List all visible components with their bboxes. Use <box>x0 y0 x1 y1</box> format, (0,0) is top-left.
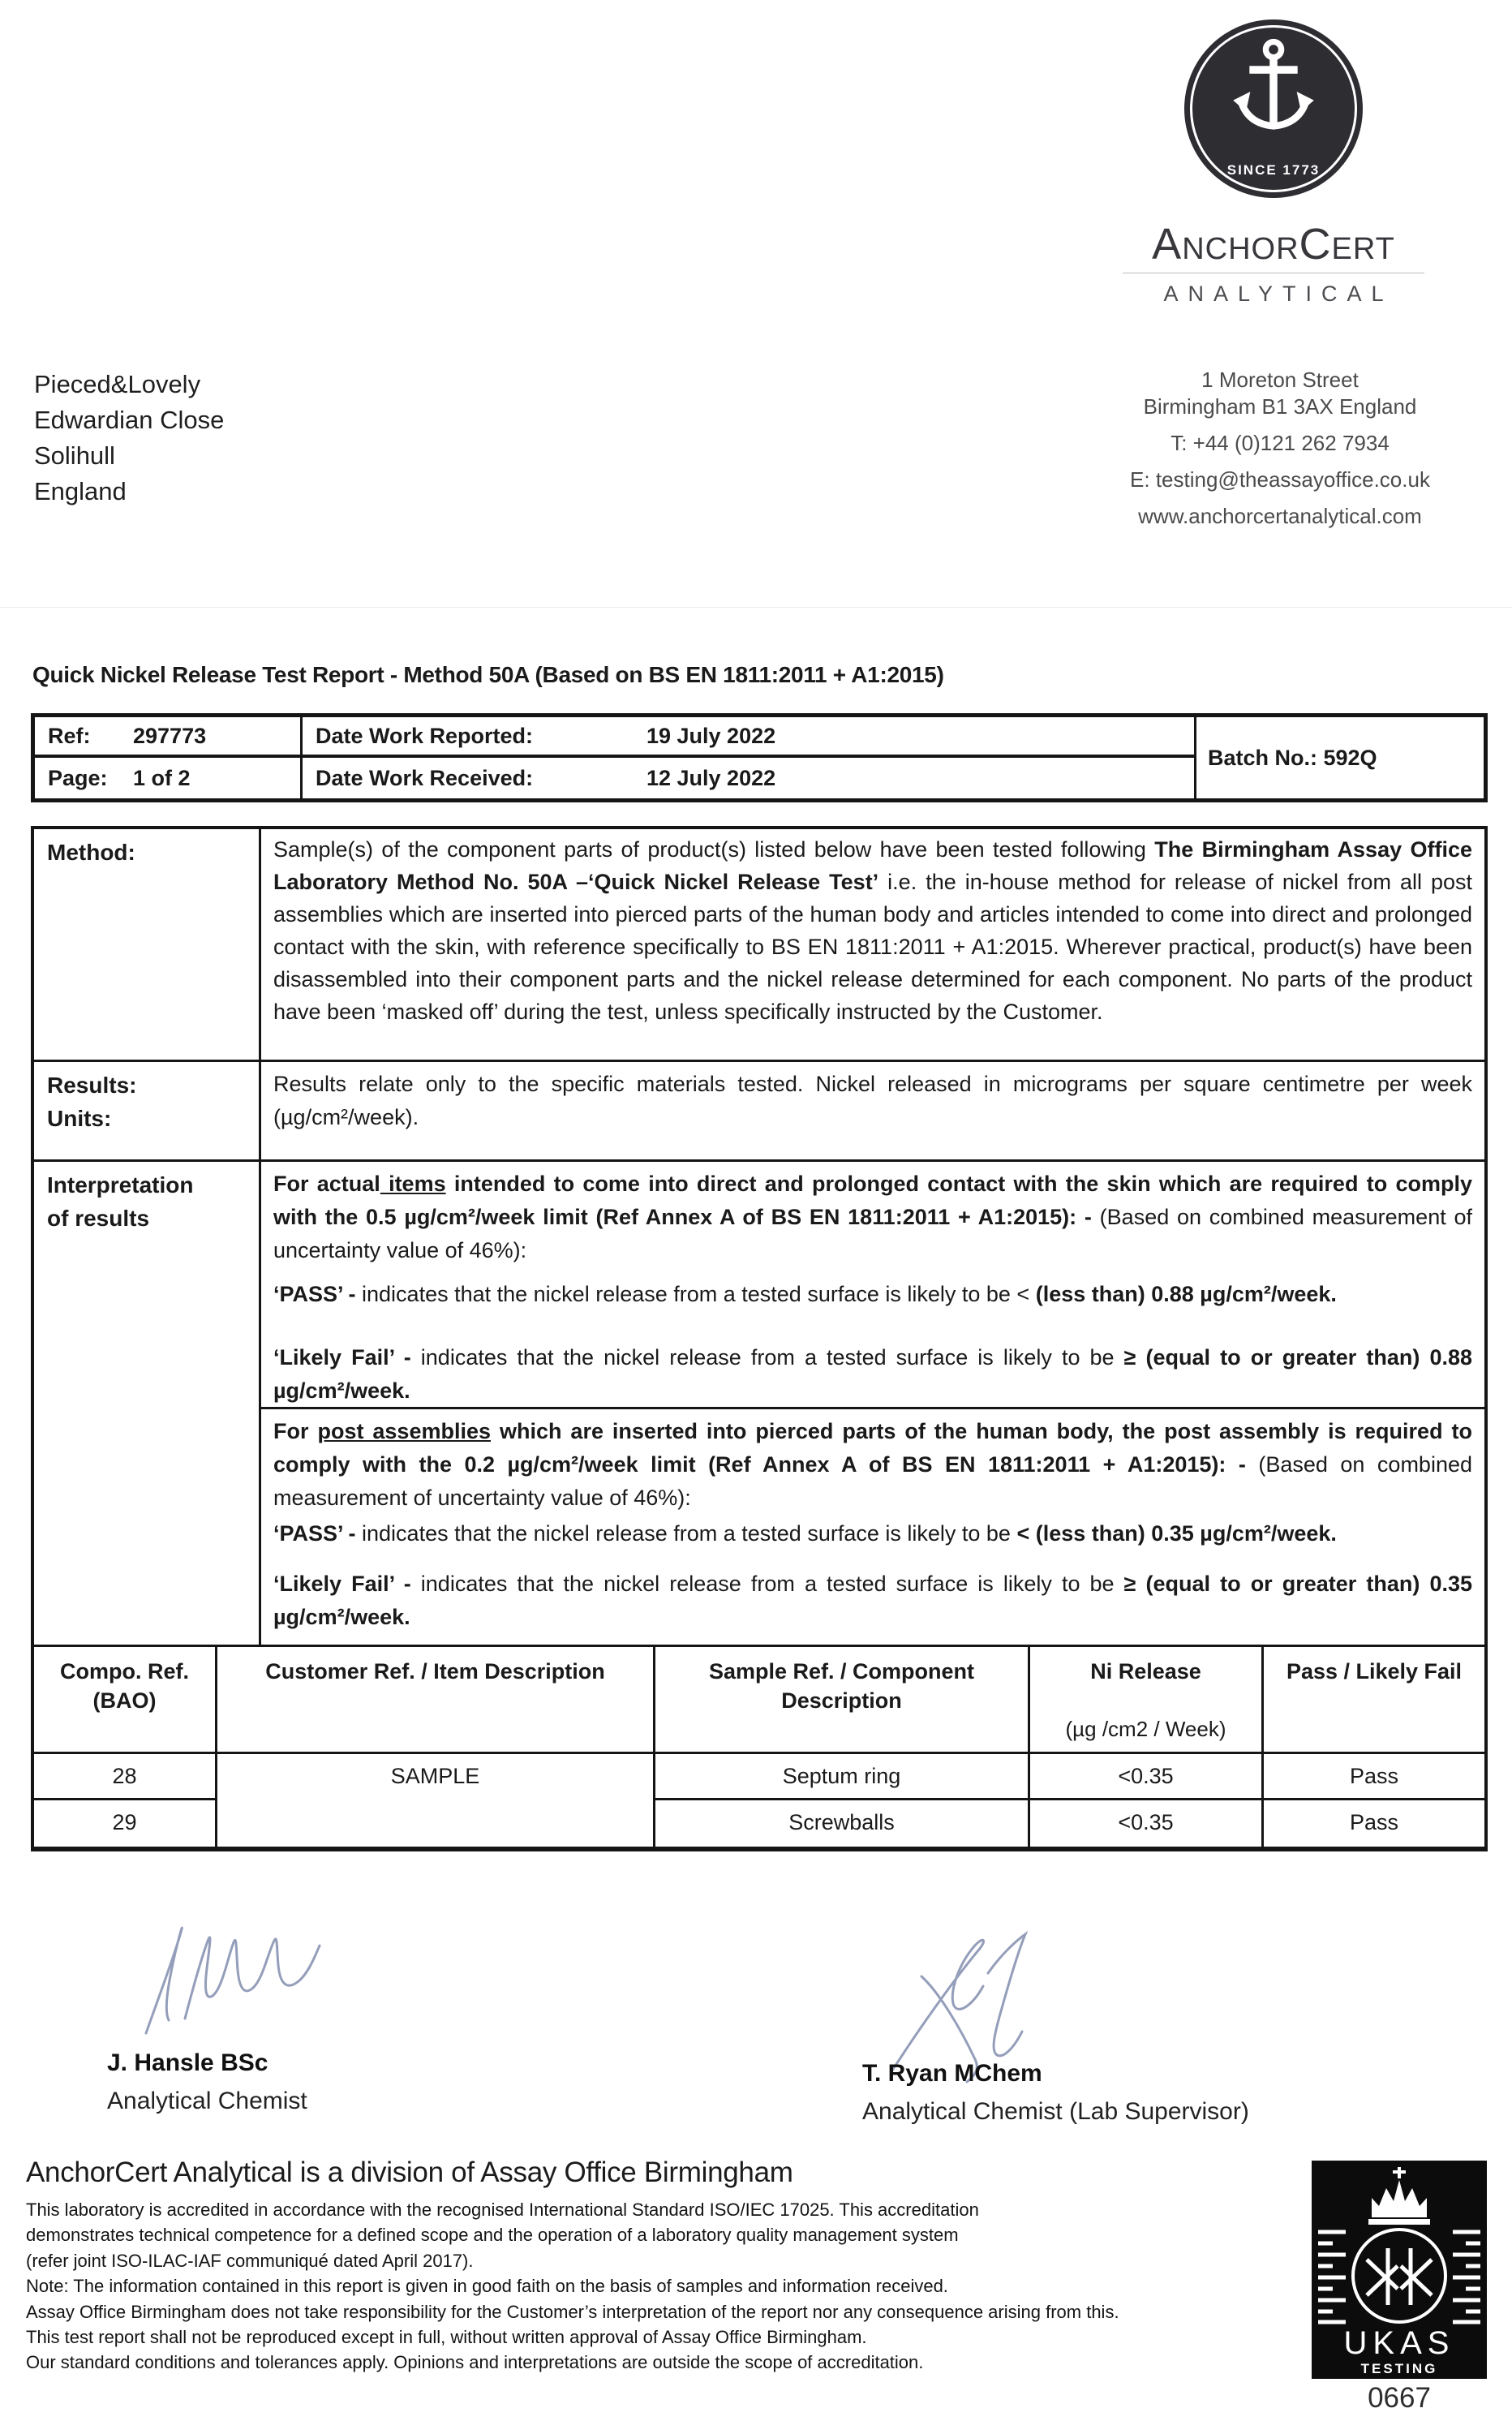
anchor-icon <box>1231 37 1317 144</box>
post-intro: For post assemblies which are inserted into pierced parts of the human body, the post assembly is required to comply with the 0.2 µg/cm²/week limit (Ref Annex A of BS EN 1811:2011 + A1:2015): - (Based on combined measurement of uncertainty value of 46%): <box>273 1419 1473 1510</box>
date-reported-label: Date Work Reported: <box>316 723 534 748</box>
accreditation-footer <box>26 2197 1299 2376</box>
row-28-sample: Septum ring <box>655 1754 1030 1800</box>
header-compo-ref: Compo. Ref. (BAO) <box>34 1647 217 1754</box>
row-29-sample: Screwballs <box>655 1800 1030 1847</box>
row-28-ni-release: <0.35 <box>1030 1754 1264 1800</box>
units-label: Units: <box>47 1106 112 1131</box>
ukas-logo-graphic <box>1312 2161 1487 2379</box>
lab-email: E: testing@theassayoffice.co.uk <box>1130 467 1430 492</box>
header-customer-ref: Customer Ref. / Item Description <box>217 1647 655 1754</box>
customer-name: Pieced&Lovely <box>34 370 201 398</box>
lab-city: Birmingham B1 3AX England <box>1143 394 1417 419</box>
footer-line: Assay Office Birmingham does not take responsibility for the Customer’s interpretation of the report nor any consequence arising from this. <box>26 2301 1119 2322</box>
ukas-accreditation-number: 0667 <box>1368 2382 1431 2414</box>
page-cell <box>35 758 303 798</box>
row-28-compo: 28 <box>34 1754 217 1800</box>
customer-country: England <box>34 477 127 505</box>
signature-j-hansle <box>122 1897 324 2043</box>
crown-icon <box>1368 2167 1430 2225</box>
method-text <box>261 829 1484 1062</box>
report-body-table <box>31 826 1488 1851</box>
reference-table <box>31 713 1488 802</box>
row-28-customer: SAMPLE <box>217 1754 655 1847</box>
ukas-category-text: TESTING <box>1360 2361 1438 2376</box>
row-29-compo: 29 <box>34 1800 217 1847</box>
interpretation-label: Interpretation of results <box>34 1162 261 1645</box>
results-table <box>34 1645 1484 1847</box>
signatory-2-name: T. Ryan MChem <box>862 2060 1042 2087</box>
post-likely-fail: ‘Likely Fail’ - indicates that the nickel release from a tested surface is likely to be ≥ (equal to or greater than) 0.35 µg/cm²/week. <box>273 1572 1472 1629</box>
ref-label: Ref: <box>48 723 91 748</box>
ukas-symbol-icon <box>1353 2230 1445 2322</box>
footer-line: Note: The information contained in this report is given in good faith on the basis of samples and information received. <box>26 2276 948 2297</box>
results-label: Results: <box>47 1073 137 1098</box>
report-title: Quick Nickel Release Test Report - Method 50A (Based on BS EN 1811:2011 + A1:2015) <box>32 662 944 687</box>
header-divider <box>0 607 1512 608</box>
date-received-value: 12 July 2022 <box>646 765 776 790</box>
post-pass: ‘PASS’ - indicates that the nickel release from a tested surface is likely to be < (less than) 0.35 µg/cm²/week. <box>273 1521 1337 1546</box>
interpretation-skin-block <box>261 1162 1484 1409</box>
lab-address <box>1126 367 1434 530</box>
signatory-2-role: Analytical Chemist (Lab Supervisor) <box>862 2098 1249 2125</box>
ref-cell <box>35 717 303 758</box>
customer-address <box>34 367 224 510</box>
row-29-ni-release: <0.35 <box>1030 1800 1264 1847</box>
skin-intro: For actual items intended to come into direct and prolonged contact with the skin which are required to comply with the 0.5 µg/cm²/week limit (Ref Annex A of BS EN 1811:2011 + A1:2015): - (Based on combined measurement of uncertainty value of 46%): <box>273 1172 1472 1262</box>
ukas-name-text: UKAS <box>1343 2325 1455 2361</box>
customer-street: Edwardian Close <box>34 406 225 434</box>
date-received-label: Date Work Received: <box>316 765 534 790</box>
page-label: Page: <box>48 765 108 790</box>
lab-phone: T: +44 (0)121 262 7934 <box>1171 431 1390 455</box>
date-reported-cell <box>303 717 1196 758</box>
ni-release-units: (µg /cm2 / Week) <box>1065 1717 1226 1741</box>
signatory-1-role: Analytical Chemist <box>107 2088 307 2114</box>
interpretation-post-block <box>261 1409 1484 1645</box>
skin-likely-fail: ‘Likely Fail’ - indicates that the nickel release from a tested surface is likely to be ≥ (equal to or greater than) 0.88 µg/cm²/week. <box>273 1345 1472 1403</box>
method-label: Method: <box>34 829 261 1062</box>
footer-line: This laboratory is accredited in accordance with the recognised International Standard ISO/IEC 17025. This accreditation <box>26 2200 979 2220</box>
batch-number: Batch No.: 592Q <box>1208 745 1377 770</box>
ruler-ticks-left <box>1318 2232 1346 2322</box>
signatory-1-name: J. Hansle BSc <box>107 2049 268 2076</box>
footer-line: (refer joint ISO-ILAC-IAF communiqué dated April 2017). <box>26 2250 474 2271</box>
results-text <box>261 1062 1484 1162</box>
row-29-result: Pass <box>1349 1810 1399 1834</box>
logo-wordmark: AnchorCert <box>1152 220 1395 269</box>
ref-value: 297773 <box>133 723 207 748</box>
skin-pass: ‘PASS’ - indicates that the nickel release from a tested surface is likely to be < (less than) 0.88 µg/cm²/week. <box>273 1282 1337 1306</box>
footer-line: Our standard conditions and tolerances apply. Opinions and interpretations are outside the scope of accreditation. <box>26 2352 924 2373</box>
logo-subtitle: ANALYTICAL <box>1163 282 1394 306</box>
lab-website[interactable]: www.anchorcertanalytical.com <box>1138 504 1422 528</box>
results-paragraph: Results relate only to the specific materials tested. Nickel released in micrograms per square centimetre per week (µg/cm²/week). <box>273 1072 1472 1129</box>
date-reported-value: 19 July 2022 <box>646 723 776 748</box>
division-note: AnchorCert Analytical is a division of Assay Office Birmingham <box>26 2157 793 2188</box>
footer-line: demonstrates technical competence for a defined scope and the operation of a laboratory quality management system <box>26 2225 959 2246</box>
logo-circle <box>1184 19 1363 198</box>
row-28-result: Pass <box>1264 1754 1484 1800</box>
date-received-cell <box>303 758 1196 798</box>
footer-line: This test report shall not be reproduced except in full, without written approval of Assay Office Birmingham. <box>26 2327 867 2348</box>
lab-street: 1 Moreton Street <box>1201 368 1359 392</box>
header-sample-ref: Sample Ref. / Component Description <box>655 1647 1030 1754</box>
customer-city: Solihull <box>34 441 115 470</box>
logo-since-text: SINCE 1773 <box>1226 162 1321 178</box>
ruler-ticks-right <box>1453 2232 1480 2322</box>
results-units-label <box>34 1062 261 1162</box>
ukas-testing-logo <box>1312 2161 1487 2379</box>
header-ni-release: Ni Release (µg /cm2 / Week) <box>1030 1647 1264 1754</box>
page-value: 1 of 2 <box>133 765 191 790</box>
info-grid <box>34 829 1484 1645</box>
method-paragraph: Sample(s) of the component parts of product(s) listed below have been tested following The Birmingham Assay Office Laboratory Method No. 50A –‘Quick Nickel Release Test’ i.e. the in-house method for release of nickel from all post assemblies which are inserted into pierced parts of the human body and articles intended to come into direct and prolonged contact with the skin, with reference specifically to BS EN 1811:2011 + A1:2015. Wherever practical, product(s) have been disassembled into their component parts and the nickel release determined for each component. No parts of the product have been ‘masked off’ during the test, unless specifically instructed by the Customer. <box>273 837 1472 1024</box>
anchorcert-logo <box>1113 19 1434 307</box>
header-pass-fail: Pass / Likely Fail <box>1264 1647 1484 1754</box>
